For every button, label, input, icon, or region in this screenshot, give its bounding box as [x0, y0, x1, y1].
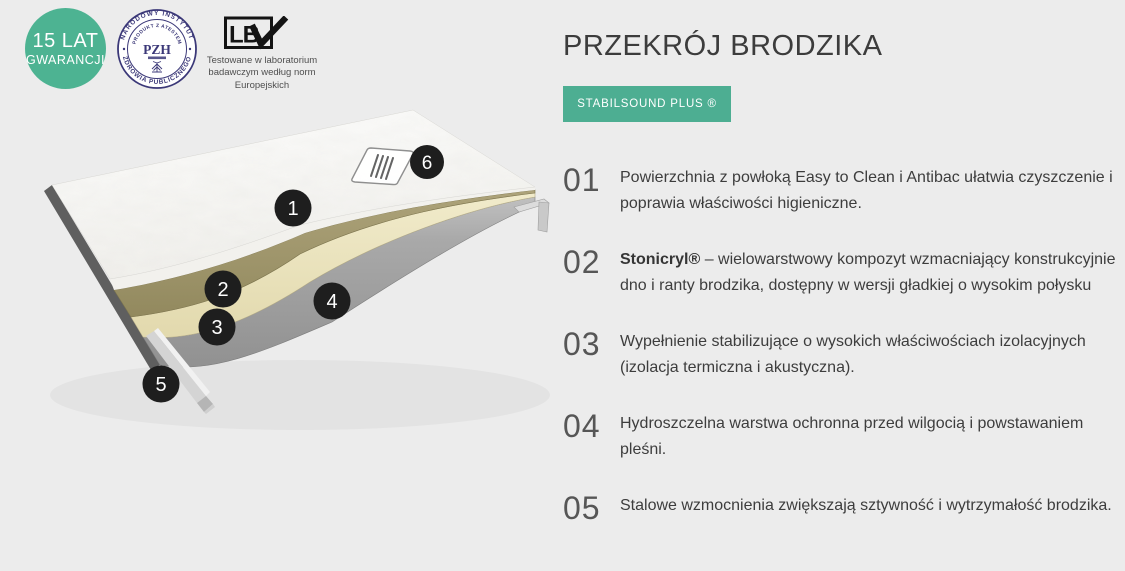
lbv-logo-text: LB	[229, 21, 259, 49]
diagram-shadow	[50, 360, 550, 430]
pzh-inner-arc-text: PRODUKT Z ATESTEM	[132, 23, 182, 46]
marker-4-label: 4	[326, 291, 338, 313]
lbv-caption-line: Testowane w laboratorium	[206, 55, 318, 66]
feature-text: Stalowe wzmocnienia zwiększają sztywność i wytrzymałość brodzika.	[620, 497, 1112, 514]
warranty-badge-line1: 15 LAT	[32, 29, 99, 52]
marker-1-label: 1	[287, 198, 299, 220]
marker-5-label: 5	[155, 374, 167, 396]
feature-number: 05	[563, 490, 601, 526]
feature-item	[563, 162, 1125, 217]
feature-text: Wypełnienie stabilizujące o wysokich właściwościach izolacyjnych (izolacja termiczna i akustyczna).	[620, 333, 1086, 376]
marker-5	[143, 366, 180, 403]
marker-6	[410, 145, 444, 179]
feature-item	[563, 326, 1125, 381]
section-title: PRZEKRÓJ BRODZIKA	[563, 30, 883, 62]
feature-number: 02	[563, 244, 601, 280]
feature-item	[563, 408, 1125, 463]
marker-3	[199, 309, 236, 346]
warranty-badge-line2: GWARANCJI	[25, 52, 106, 67]
feature-text: Powierzchnia z powłoką Easy to Clean i Antibac ułatwia czyszczenie i poprawia właściwości higieniczne.	[620, 169, 1113, 212]
marker-2	[205, 271, 242, 308]
feature-item	[563, 490, 1125, 527]
feature-number: 01	[563, 162, 601, 198]
lbv-caption-line: Europejskich	[234, 79, 290, 91]
pzh-ring-bottom-text: ZDROWIA PUBLICZNEGO	[120, 55, 194, 87]
marker-4	[314, 283, 351, 320]
marker-1	[275, 190, 312, 227]
shower-tray-cutaway-diagram	[0, 0, 560, 460]
feature-item	[563, 244, 1125, 299]
stabilsound-plus-button[interactable]: STABILSOUND PLUS ®	[563, 86, 731, 122]
features-list	[563, 162, 1125, 554]
feature-number: 03	[563, 326, 601, 362]
feature-text: Stonicryl® – wielowarstwowy kompozyt wzmacniający konstrukcyjnie dno i ranty brodzika, dostępny w wersji gładkiej o wysokim połysku	[620, 251, 1116, 294]
pzh-ring-top-text: NARODOWY INSTYTUT	[119, 9, 195, 41]
marker-2-label: 2	[217, 279, 229, 301]
marker-3-label: 3	[211, 317, 223, 339]
feature-text: Hydroszczelna warstwa ochronna przed wilgocią i powstawaniem pleśni.	[620, 415, 1084, 458]
feature-number: 04	[563, 408, 601, 444]
marker-6-label: 6	[421, 153, 433, 174]
lbv-caption-line: badawczym według norm	[208, 67, 316, 79]
pzh-center-text: PZH	[143, 42, 171, 57]
